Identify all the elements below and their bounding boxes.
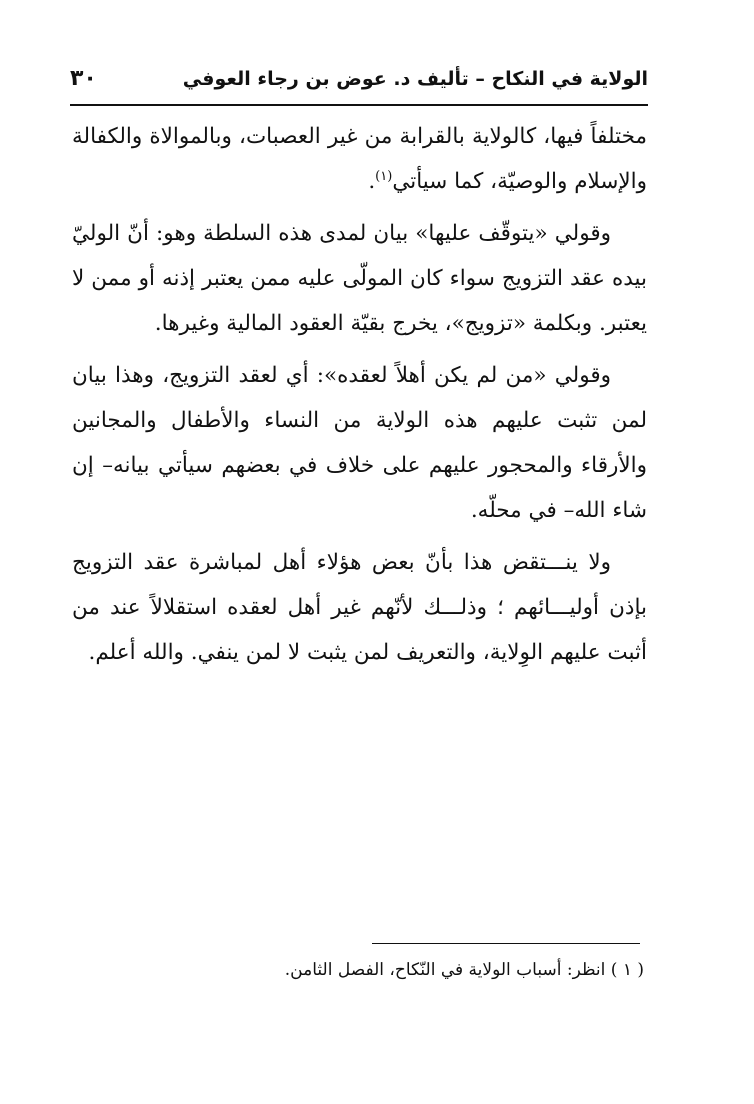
- footnote: ( ١ ) انظر: أسباب الولاية في النّكاح، الفصل الثامن.: [284, 960, 644, 980]
- footnote-divider: [372, 943, 640, 944]
- paragraph-4: ولا ينـــتقض هذا بأنّ بعض هؤلاء أهل لمباشرة عقد التزويج بإذن أوليـــائهم ؛ وذلـــك لأنّهم غير أهل لعقده استقلالاً عند من أثبت عليهم الوِلاية، والتعريف لمن يثبت لا لمن ينفي. والله أعلم.: [72, 550, 647, 665]
- paragraph-3: وقولي «من لم يكن أهلاً لعقده»: أي لعقد التزويج، وهذا بيان لمن تثبت عليهم هذه الولاية من النساء والأطفال والمجانين والأرقاء والمحجور عليهم على خلاف في بعضهم سيأتي بيانه– إن شاء الله– في محلّه.: [72, 363, 647, 523]
- paragraph-1: [72, 114, 647, 204]
- footnote-reference: (١): [375, 168, 393, 184]
- page-header: [70, 66, 648, 102]
- page-number: ٣٠: [70, 66, 97, 91]
- header-divider: [70, 104, 648, 106]
- paragraph-1-end: .: [368, 169, 376, 194]
- paragraph-2: وقولي «يتوقّف عليها» بيان لمدى هذه السلطة وهو: أنّ الوليّ بيده عقد التزويج سواء كان المولّى عليه ممن يعتبر إذنه أو ممن لا يعتبر. وبكلمة «تزويج»، يخرج بقيّة العقود المالية وغيرها.: [72, 221, 647, 336]
- main-text: [72, 114, 647, 682]
- running-title: الولاية في النكاح – تأليف د. عوض بن رجاء العوفي: [182, 68, 648, 90]
- paragraph-1-text: مختلفاً فيها، كالولاية بالقرابة من غير العصبات، وبالموالاة والكفالة والإسلام والوصيّة، كما سيأتي: [72, 124, 647, 194]
